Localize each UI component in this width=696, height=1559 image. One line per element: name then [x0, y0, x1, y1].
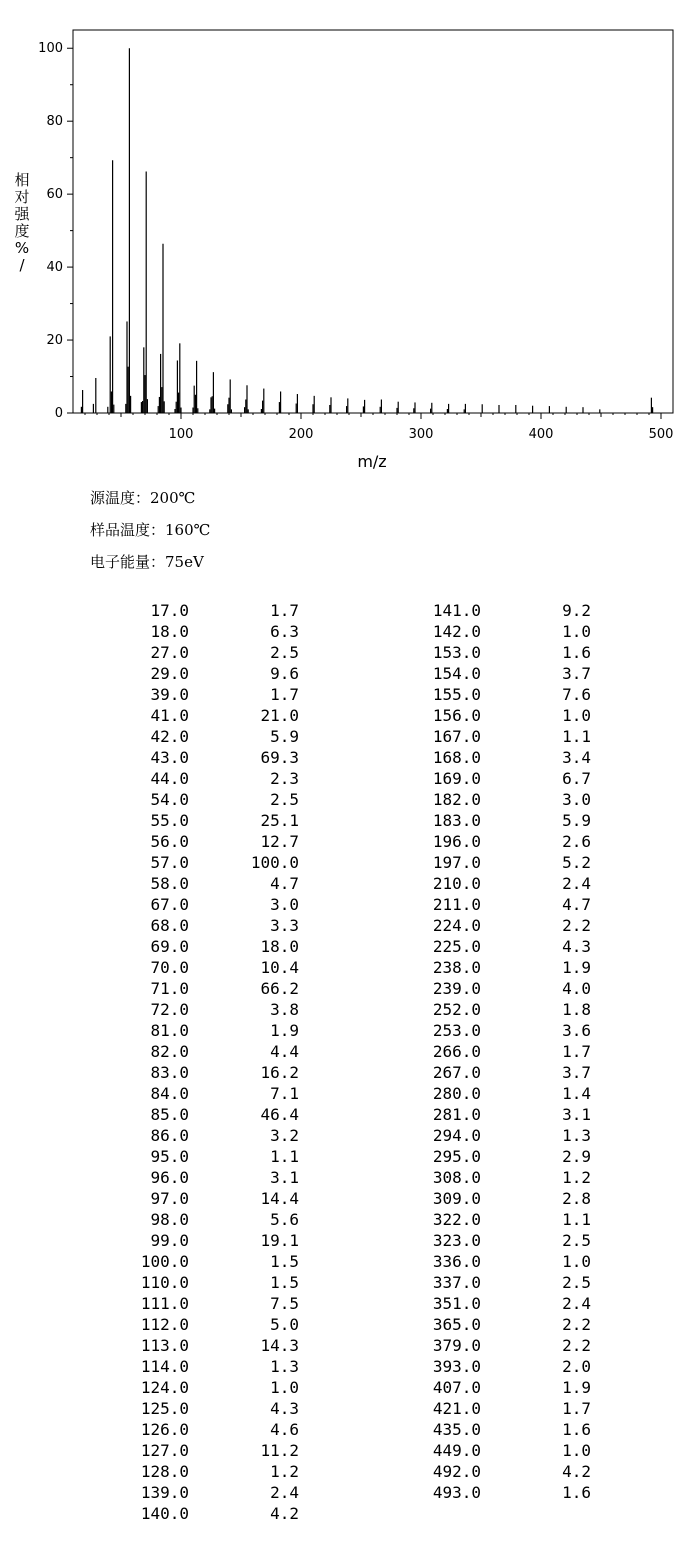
electron-energy: 电子能量：75eV [90, 553, 204, 571]
sample-temperature: 样品温度：160℃ [90, 521, 211, 539]
table-row [0, 790, 696, 811]
intensity-value: 7.5 [270, 1294, 299, 1313]
mz-value: 85.0 [150, 1105, 189, 1124]
intensity-value: 2.8 [562, 1189, 591, 1208]
table-row [0, 685, 696, 706]
mz-value: 111.0 [140, 1294, 189, 1313]
table-row [0, 937, 696, 958]
table-row [0, 1294, 696, 1315]
table-row [0, 1105, 696, 1126]
table-row [0, 1420, 696, 1441]
intensity-value: 3.2 [270, 1126, 299, 1145]
mz-value: 69.0 [150, 937, 189, 956]
intensity-value: 1.9 [270, 1021, 299, 1040]
mz-value: 294.0 [432, 1126, 481, 1145]
y-tick-label: 60 [46, 187, 63, 203]
mz-value: 295.0 [432, 1147, 481, 1166]
table-row [0, 769, 696, 790]
intensity-value: 1.1 [562, 1210, 591, 1229]
intensity-value: 3.7 [562, 1063, 591, 1082]
intensity-value: 6.7 [562, 769, 591, 788]
table-row [0, 979, 696, 1000]
table-row [0, 874, 696, 895]
intensity-value: 25.1 [260, 811, 299, 830]
mz-value: 168.0 [432, 748, 481, 767]
mz-value: 71.0 [150, 979, 189, 998]
mz-value: 238.0 [432, 958, 481, 977]
intensity-value: 5.9 [270, 727, 299, 746]
mz-value: 141.0 [432, 601, 481, 620]
x-tick-label: 100 [168, 427, 194, 442]
y-tick-label: 40 [46, 260, 63, 276]
mz-value: 351.0 [432, 1294, 481, 1313]
intensity-value: 5.9 [562, 811, 591, 830]
mz-value: 86.0 [150, 1126, 189, 1145]
intensity-value: 5.0 [270, 1315, 299, 1334]
table-row [0, 1441, 696, 1462]
intensity-value: 4.7 [562, 895, 591, 914]
intensity-value: 1.0 [562, 706, 591, 725]
intensity-value: 1.9 [562, 958, 591, 977]
mz-value: 113.0 [140, 1336, 189, 1355]
mz-value: 155.0 [432, 685, 481, 704]
intensity-value: 2.2 [562, 1336, 591, 1355]
intensity-value: 16.2 [260, 1063, 299, 1082]
mz-value: 365.0 [432, 1315, 481, 1334]
mz-value: 82.0 [150, 1042, 189, 1061]
intensity-value: 4.7 [270, 874, 299, 893]
mz-value: 323.0 [432, 1231, 481, 1250]
table-row [0, 958, 696, 979]
mz-value: 128.0 [140, 1462, 189, 1481]
mz-value: 139.0 [140, 1483, 189, 1502]
mz-value: 114.0 [140, 1357, 189, 1376]
mz-value: 393.0 [432, 1357, 481, 1376]
mz-value: 153.0 [432, 643, 481, 662]
mz-value: 253.0 [432, 1021, 481, 1040]
intensity-value: 18.0 [260, 937, 299, 956]
intensity-value: 1.7 [562, 1399, 591, 1418]
intensity-value: 1.9 [562, 1378, 591, 1397]
mz-value: 39.0 [150, 685, 189, 704]
mz-value: 17.0 [150, 601, 189, 620]
intensity-value: 2.4 [562, 1294, 591, 1313]
table-row [0, 895, 696, 916]
mz-value: 44.0 [150, 769, 189, 788]
mz-value: 309.0 [432, 1189, 481, 1208]
table-row [0, 1000, 696, 1021]
intensity-value: 2.2 [562, 916, 591, 935]
mz-value: 169.0 [432, 769, 481, 788]
intensity-value: 3.0 [562, 790, 591, 809]
intensity-value: 3.6 [562, 1021, 591, 1040]
mz-value: 336.0 [432, 1252, 481, 1271]
intensity-value: 1.0 [562, 1441, 591, 1460]
intensity-value: 2.6 [562, 832, 591, 851]
mz-value: 112.0 [140, 1315, 189, 1334]
mz-value: 266.0 [432, 1042, 481, 1061]
mz-value: 211.0 [432, 895, 481, 914]
intensity-value: 1.0 [562, 622, 591, 641]
intensity-value: 4.3 [562, 937, 591, 956]
mz-value: 493.0 [432, 1483, 481, 1502]
x-tick-label: 400 [528, 427, 554, 442]
mz-value: 183.0 [432, 811, 481, 830]
intensity-value: 66.2 [260, 979, 299, 998]
intensity-value: 2.4 [270, 1483, 299, 1502]
mz-value: 27.0 [150, 643, 189, 662]
mz-value: 492.0 [432, 1462, 481, 1481]
table-row [0, 1336, 696, 1357]
table-row [0, 706, 696, 727]
table-row [0, 601, 696, 622]
intensity-value: 1.1 [270, 1147, 299, 1166]
mz-value: 42.0 [150, 727, 189, 746]
intensity-value: 1.3 [270, 1357, 299, 1376]
mz-value: 41.0 [150, 706, 189, 725]
intensity-value: 19.1 [260, 1231, 299, 1250]
mz-value: 99.0 [150, 1231, 189, 1250]
intensity-value: 4.3 [270, 1399, 299, 1418]
intensity-value: 2.0 [562, 1357, 591, 1376]
table-row [0, 1462, 696, 1483]
y-tick-label: 100 [38, 41, 63, 57]
intensity-value: 3.4 [562, 748, 591, 767]
intensity-value: 2.5 [270, 643, 299, 662]
mz-value: 435.0 [432, 1420, 481, 1439]
mz-value: 154.0 [432, 664, 481, 683]
mz-value: 55.0 [150, 811, 189, 830]
mz-value: 182.0 [432, 790, 481, 809]
intensity-value: 7.6 [562, 685, 591, 704]
intensity-value: 9.2 [562, 601, 591, 620]
intensity-value: 1.3 [562, 1126, 591, 1145]
table-row [0, 1483, 696, 1504]
mz-value: 156.0 [432, 706, 481, 725]
mz-value: 54.0 [150, 790, 189, 809]
intensity-value: 100.0 [250, 853, 299, 872]
y-tick-label: 80 [46, 114, 63, 130]
table-row [0, 1021, 696, 1042]
intensity-value: 1.6 [562, 643, 591, 662]
table-row [0, 1399, 696, 1420]
intensity-value: 4.2 [562, 1462, 591, 1481]
table-row [0, 727, 696, 748]
intensity-value: 4.4 [270, 1042, 299, 1061]
mz-value: 224.0 [432, 916, 481, 935]
mz-value: 70.0 [150, 958, 189, 977]
mz-value: 449.0 [432, 1441, 481, 1460]
table-row [0, 853, 696, 874]
mz-value: 197.0 [432, 853, 481, 872]
intensity-value: 1.0 [562, 1252, 591, 1271]
mz-value: 167.0 [432, 727, 481, 746]
x-tick-label: 300 [408, 427, 434, 442]
table-row [0, 811, 696, 832]
intensity-value: 2.2 [562, 1315, 591, 1334]
mz-value: 281.0 [432, 1105, 481, 1124]
intensity-value: 2.5 [562, 1273, 591, 1292]
mz-value: 98.0 [150, 1210, 189, 1229]
mz-value: 421.0 [432, 1399, 481, 1418]
x-axis-label: m/z [357, 452, 387, 471]
table-row [0, 643, 696, 664]
intensity-value: 3.3 [270, 916, 299, 935]
table-row [0, 832, 696, 853]
intensity-value: 1.7 [562, 1042, 591, 1061]
table-row [0, 1357, 696, 1378]
table-row [0, 1273, 696, 1294]
mz-value: 407.0 [432, 1378, 481, 1397]
intensity-value: 4.2 [270, 1504, 299, 1523]
intensity-value: 4.0 [562, 979, 591, 998]
mz-value: 125.0 [140, 1399, 189, 1418]
intensity-value: 1.5 [270, 1273, 299, 1292]
table-row [0, 748, 696, 769]
table-row [0, 1210, 696, 1231]
intensity-value: 7.1 [270, 1084, 299, 1103]
intensity-value: 1.2 [562, 1168, 591, 1187]
intensity-value: 1.2 [270, 1462, 299, 1481]
intensity-value: 14.3 [260, 1336, 299, 1355]
table-row [0, 1189, 696, 1210]
intensity-value: 6.3 [270, 622, 299, 641]
mz-value: 96.0 [150, 1168, 189, 1187]
intensity-value: 12.7 [260, 832, 299, 851]
table-row [0, 1063, 696, 1084]
x-tick-label: 500 [648, 427, 674, 442]
table-row [0, 1126, 696, 1147]
table-row [0, 1147, 696, 1168]
mz-value: 83.0 [150, 1063, 189, 1082]
intensity-value: 2.3 [270, 769, 299, 788]
intensity-value: 11.2 [260, 1441, 299, 1460]
mz-value: 308.0 [432, 1168, 481, 1187]
intensity-value: 5.2 [562, 853, 591, 872]
y-tick-label: 20 [46, 333, 63, 349]
mz-value: 67.0 [150, 895, 189, 914]
intensity-value: 46.4 [260, 1105, 299, 1124]
x-axis-ticks [85, 413, 673, 442]
mz-value: 124.0 [140, 1378, 189, 1397]
table-row [0, 664, 696, 685]
intensity-value: 3.8 [270, 1000, 299, 1019]
table-row [0, 1084, 696, 1105]
mz-value: 72.0 [150, 1000, 189, 1019]
mz-value: 142.0 [432, 622, 481, 641]
intensity-value: 1.0 [270, 1378, 299, 1397]
mz-value: 97.0 [150, 1189, 189, 1208]
mz-value: 84.0 [150, 1084, 189, 1103]
intensity-value: 1.4 [562, 1084, 591, 1103]
intensity-value: 1.1 [562, 727, 591, 746]
intensity-value: 2.4 [562, 874, 591, 893]
mz-value: 280.0 [432, 1084, 481, 1103]
mz-value: 68.0 [150, 916, 189, 935]
intensity-value: 2.9 [562, 1147, 591, 1166]
intensity-value: 3.0 [270, 895, 299, 914]
mz-value: 57.0 [150, 853, 189, 872]
table-row [0, 1168, 696, 1189]
intensity-value: 21.0 [260, 706, 299, 725]
intensity-value: 2.5 [562, 1231, 591, 1250]
source-temperature: 源温度：200℃ [90, 489, 196, 507]
intensity-value: 1.8 [562, 1000, 591, 1019]
mz-value: 43.0 [150, 748, 189, 767]
spectrum-peaks [81, 48, 652, 413]
x-tick-label: 200 [288, 427, 314, 442]
mz-value: 110.0 [140, 1273, 189, 1292]
intensity-value: 1.6 [562, 1420, 591, 1439]
mz-value: 56.0 [150, 832, 189, 851]
table-row [0, 1042, 696, 1063]
mz-value: 379.0 [432, 1336, 481, 1355]
mz-value: 29.0 [150, 664, 189, 683]
table-row [0, 916, 696, 937]
table-row [0, 1252, 696, 1273]
mz-value: 322.0 [432, 1210, 481, 1229]
intensity-value: 10.4 [260, 958, 299, 977]
intensity-value: 3.1 [270, 1168, 299, 1187]
mz-value: 58.0 [150, 874, 189, 893]
mz-value: 196.0 [432, 832, 481, 851]
mz-value: 239.0 [432, 979, 481, 998]
intensity-value: 1.7 [270, 685, 299, 704]
mz-value: 210.0 [432, 874, 481, 893]
y-tick-label: 0 [54, 406, 63, 421]
intensity-value: 1.5 [270, 1252, 299, 1271]
mz-value: 100.0 [140, 1252, 189, 1271]
y-axis-ticks [38, 41, 73, 421]
mz-value: 126.0 [140, 1420, 189, 1439]
mz-value: 140.0 [140, 1504, 189, 1523]
mz-value: 81.0 [150, 1021, 189, 1040]
intensity-value: 3.1 [562, 1105, 591, 1124]
intensity-value: 69.3 [260, 748, 299, 767]
table-row [0, 1378, 696, 1399]
intensity-value: 2.5 [270, 790, 299, 809]
table-row [0, 1231, 696, 1252]
table-row [0, 1315, 696, 1336]
mz-value: 225.0 [432, 937, 481, 956]
intensity-value: 4.6 [270, 1420, 299, 1439]
mz-value: 95.0 [150, 1147, 189, 1166]
mz-value: 127.0 [140, 1441, 189, 1460]
table-row [0, 622, 696, 643]
mz-value: 252.0 [432, 1000, 481, 1019]
y-axis-label: 相对强度% / [14, 171, 30, 274]
table-row [0, 1504, 696, 1525]
intensity-value: 14.4 [260, 1189, 299, 1208]
mass-spectrum-chart [0, 0, 696, 480]
mz-value: 18.0 [150, 622, 189, 641]
mz-value: 267.0 [432, 1063, 481, 1082]
intensity-value: 1.7 [270, 601, 299, 620]
mz-value: 337.0 [432, 1273, 481, 1292]
intensity-value: 5.6 [270, 1210, 299, 1229]
intensity-value: 3.7 [562, 664, 591, 683]
intensity-value: 1.6 [562, 1483, 591, 1502]
intensity-value: 9.6 [270, 664, 299, 683]
